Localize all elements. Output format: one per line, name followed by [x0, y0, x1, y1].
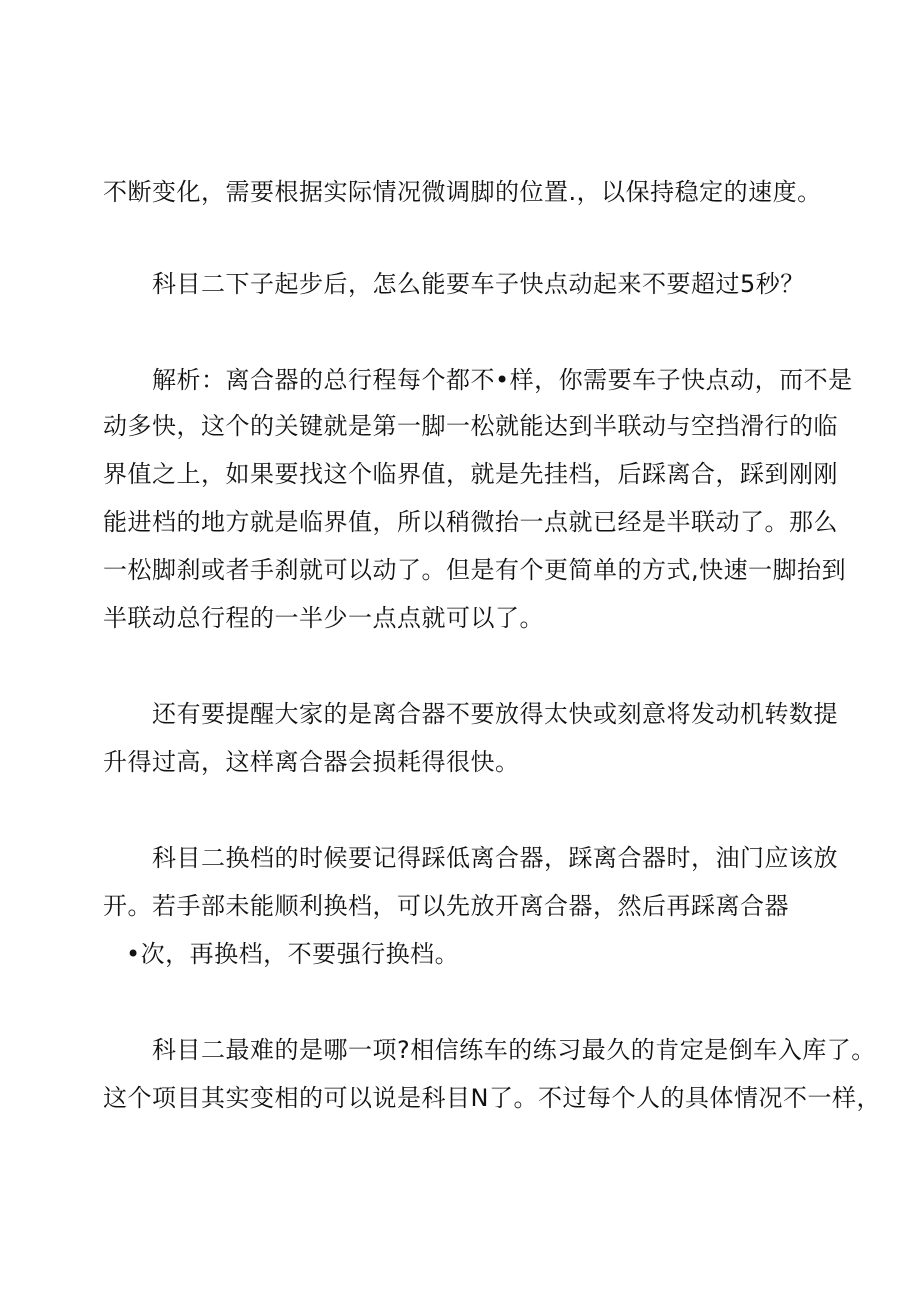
paragraph-line: 科目二下子起步后，怎么能要车子快点动起来不要超过5秒？ [152, 270, 805, 298]
paragraph-line: 界值之上，如果要找这个临界值，就是先挂档，后踩离合，踩到刚刚 [103, 460, 838, 488]
paragraph-line: 动多快，这个的关键就是第一脚一松就能达到半联动与空挡滑行的临 [103, 412, 838, 440]
paragraph-line: 升得过高，这样离合器会损耗得很快。 [103, 748, 520, 776]
paragraph-line: •次，再换档，不要强行换档。 [126, 940, 460, 968]
paragraph-line: 还有要提醒大家的是离合器不要放得太快或刻意将发动机转数提 [152, 700, 838, 728]
paragraph-line: 科目二最难的是哪一项?相信练车的练习最久的肯定是倒车入库了。 [152, 1036, 876, 1064]
paragraph-line: 科目二换档的时候要记得踩低离合器，踩离合器时，油门应该放 [152, 844, 838, 872]
paragraph-line: 半联动总行程的一半少一点点就可以了。 [103, 604, 544, 632]
paragraph-line: 能进档的地方就是临界值，所以稍微抬一点就已经是半联动了。那么 [103, 508, 838, 536]
paragraph-line: 一松脚刹或者手刹就可以动了。但是有个更简单的方式,快速一脚抬到 [103, 556, 847, 584]
paragraph-line: 这个项目其实变相的可以说是科目N了。不过每个人的具体情况不一样， [103, 1084, 881, 1112]
paragraph-line: 开。若手部未能顺利换档，可以先放开离合器，然后再踩离合器 [103, 892, 789, 920]
paragraph-line: 不断变化，需要根据实际情况微调脚的位置.，以保持稳定的速度。 [103, 178, 822, 206]
paragraph-line: 解析：离合器的总行程每个都不•样，你需要车子快点动，而不是 [152, 366, 853, 394]
